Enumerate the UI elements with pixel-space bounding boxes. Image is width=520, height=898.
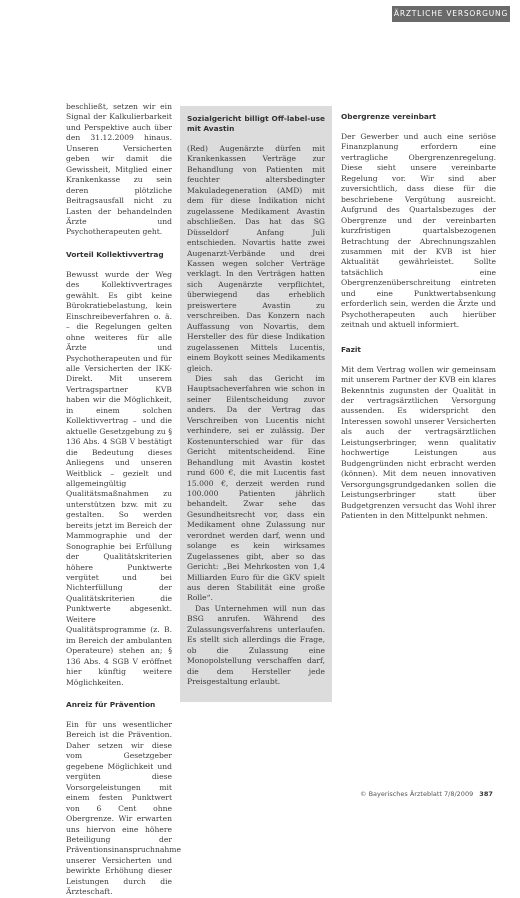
paragraph: Bewusst wurde der Weg des Kollektivvertrages gewählt. Es gibt keine Bürokratiebelastung, kein Einschreibeverfahren o. ä. – die Regelungen gelten ohne weiteres für alle Ärzte und Psychotherapeuten und für alle Versicherten der IKK-Direkt. Mit unserem Vertragspartner KVB haben wir die Möglichkeit, in einem solchen Kollektivvertrag – und die aktuelle Gesetzgebung zu § 136 Abs. 4 SGB V bestätigt die Bedeutung dieses Anliegens und unseren Weitblick – gezielt und allgemeingültig Qualitätsmaßnahmen zu unterstützen bzw. mit zu gestalten. So werden bereits jetzt im Bereich der Mammographie und der Sonographie bei Erfüllung der Qualitätskriterien höhere Punktwerte vergütet und bei Nichterfüllung der Qualitätskriterien die Punktwerte abgesenkt. Weitere Qualitätsprogramme (z. B. im Bereich der ambulanten Operateure) stehen an; § 136 Abs. 4 SGB V eröffnet hier künftig weitere Möglichkeiten. xyxy=(66,269,172,687)
sidebar-box-sozialgericht xyxy=(180,106,332,702)
paragraph: Dies sah das Gericht im Hauptsacheverfahren wie schon in seiner Eilentscheidung zuvor anders. Da der Vertrag das Verschreiben von Lucentis nicht verhindere, sei er zulässig. Der Kostenunterschied war für das Gericht mitentscheidend. Eine Behandlung mit Avastin kostet rund 600 €, die mit Lucentis fast 15.000 €, derzeit werden rund 100.000 Patienten jährlich behandelt. Zwar sehe das Gesundheitsrecht vor, dass ein Medikament ohne Zulassung nur verordnet werden darf, wenn und solange es kein wirksames Zugelassenes gibt, aber so das Gericht: „Bei Mehrkosten von 1,4 Milliarden Euro für die GKV spielt aus deren Stabilität eine große Rolle“. xyxy=(187,373,325,603)
subheading-fazit: Fazit xyxy=(341,344,361,354)
box-heading: Sozialgericht billigt Off-label-use mit Avastin xyxy=(187,114,325,133)
subheading-kollektivvertrag: Vorteil Kollektivvertrag xyxy=(66,249,164,259)
column-left xyxy=(66,102,181,898)
page-number: 387 xyxy=(479,790,493,798)
paragraph: (Red) Augenärzte dürfen mit Krankenkassen Verträge zur Behandlung von Patienten mit feuchter altersbedingter Makuladegeneration (AMD) mit dem für diese Indikation nicht zugelassene Medikament Avastin abschließen. Das hat das SG Düsseldorf Anfang Juli entschieden. Novartis hatte zwei Augenarzt-Verbände und drei Kassen wegen solcher Verträge verklagt. In den Verträgen hatten sich Augenärzte verpflichtet, überwiegend das erheblich preiswertere Avastin zu verschreiben. Das Konzern nach Auffassung von Novartis, dem Hersteller des für diese Indikation zugelassenen Mittels Lucentis, einem Boykott seines Medikaments gleich. xyxy=(187,144,325,373)
column-right xyxy=(341,112,496,521)
subheading-obergrenze: Obergrenze vereinbart xyxy=(341,112,437,121)
paragraph: Das Unternehmen will nun das BSG anrufen. Während des Zulassungsverfahrens unterlaufen. Es stellt sich allerdings die Frage, ob die Zulassung eine Monopolstellung verschaffen darf, die dem Hersteller jede Preisgestaltung erlaubt. xyxy=(187,603,325,687)
paragraph: Ein für uns wesentlicher Bereich ist die Prävention. Daher setzen wir diese vom Gesetzgeber gegebene Möglichkeit und vergüten diese Vorsorgeleistungen mit einem festen Punktwert von 6 Cent ohne Obergrenze. Wir erwarten uns hiervon eine höhere Beteiligung der Präventionsinanspruchnahme unserer Versicherten und bewirkte Erhöhung dieser Leistungen durch die Ärzteschaft. xyxy=(66,720,181,897)
publication-name: © Bayerisches Ärzteblatt 7/8/2009 xyxy=(360,790,474,798)
paragraph: beschließt, setzen wir ein Signal der Kalkulierbarkeit und Perspektive auch über den 31.12.2009 hinaus. Unseren Versicherten geben wir damit die Gewissheit, Mitglied einer Krankenkasse zu sein deren plötzliche Beitragsausfall nicht zu Lasten der behandelnden Ärzte und Psychotherapeuten geht. xyxy=(66,102,172,237)
section-header: ÄRZTLICHE VERSORGUNG xyxy=(392,6,510,22)
subheading-praevention: Anreiz für Prävention xyxy=(66,700,156,710)
paragraph: Der Gewerber und auch eine seriöse Finanzplanung erfordern eine vertragliche Obergrenzenregelung. Diese sieht unsere vereinbarte Regelung vor. Wir sind aber zuversichtlich, dass diese für die beschriebene Vergütung ausreicht. Aufgrund des Quartalsbezuges der Obergrenze und der vereinbarten kurzfristigen quartalsbezogenen Betrachtung der Abrechnungszahlen zusammen mit der KVB ist hier Aktualität gewährleistet. Sollte tatsächlich eine Obergrenzenüberschreitung eintreten und eine Punktwertabsenkung erforderlich sein, werden die Ärzte und Psychotherapeuten auch hierüber zeitnah und aktuell informiert. xyxy=(341,132,496,330)
paragraph: Mit dem Vertrag wollen wir gemeinsam mit unserem Partner der KVB ein klares Bekenntnis zugunsten der Qualität in der vertragsärztlichen Versorgung aussenden. Es widerspricht den Interessen sowohl unserer Versicherten als auch der vertragsärztlichen Leistungserbringer, wenn qualitativ hochwertige Leistungen aus Budgengründen nicht erbracht werden (können). Mit dem neuen innovativen Versorgungsgrundgedanken sollen die Leistungserbringer statt über Budgetgrenzen versucht das Wohl ihrer Patienten in den Mittelpunkt nehmen. xyxy=(341,364,496,520)
page-footer xyxy=(360,790,493,798)
